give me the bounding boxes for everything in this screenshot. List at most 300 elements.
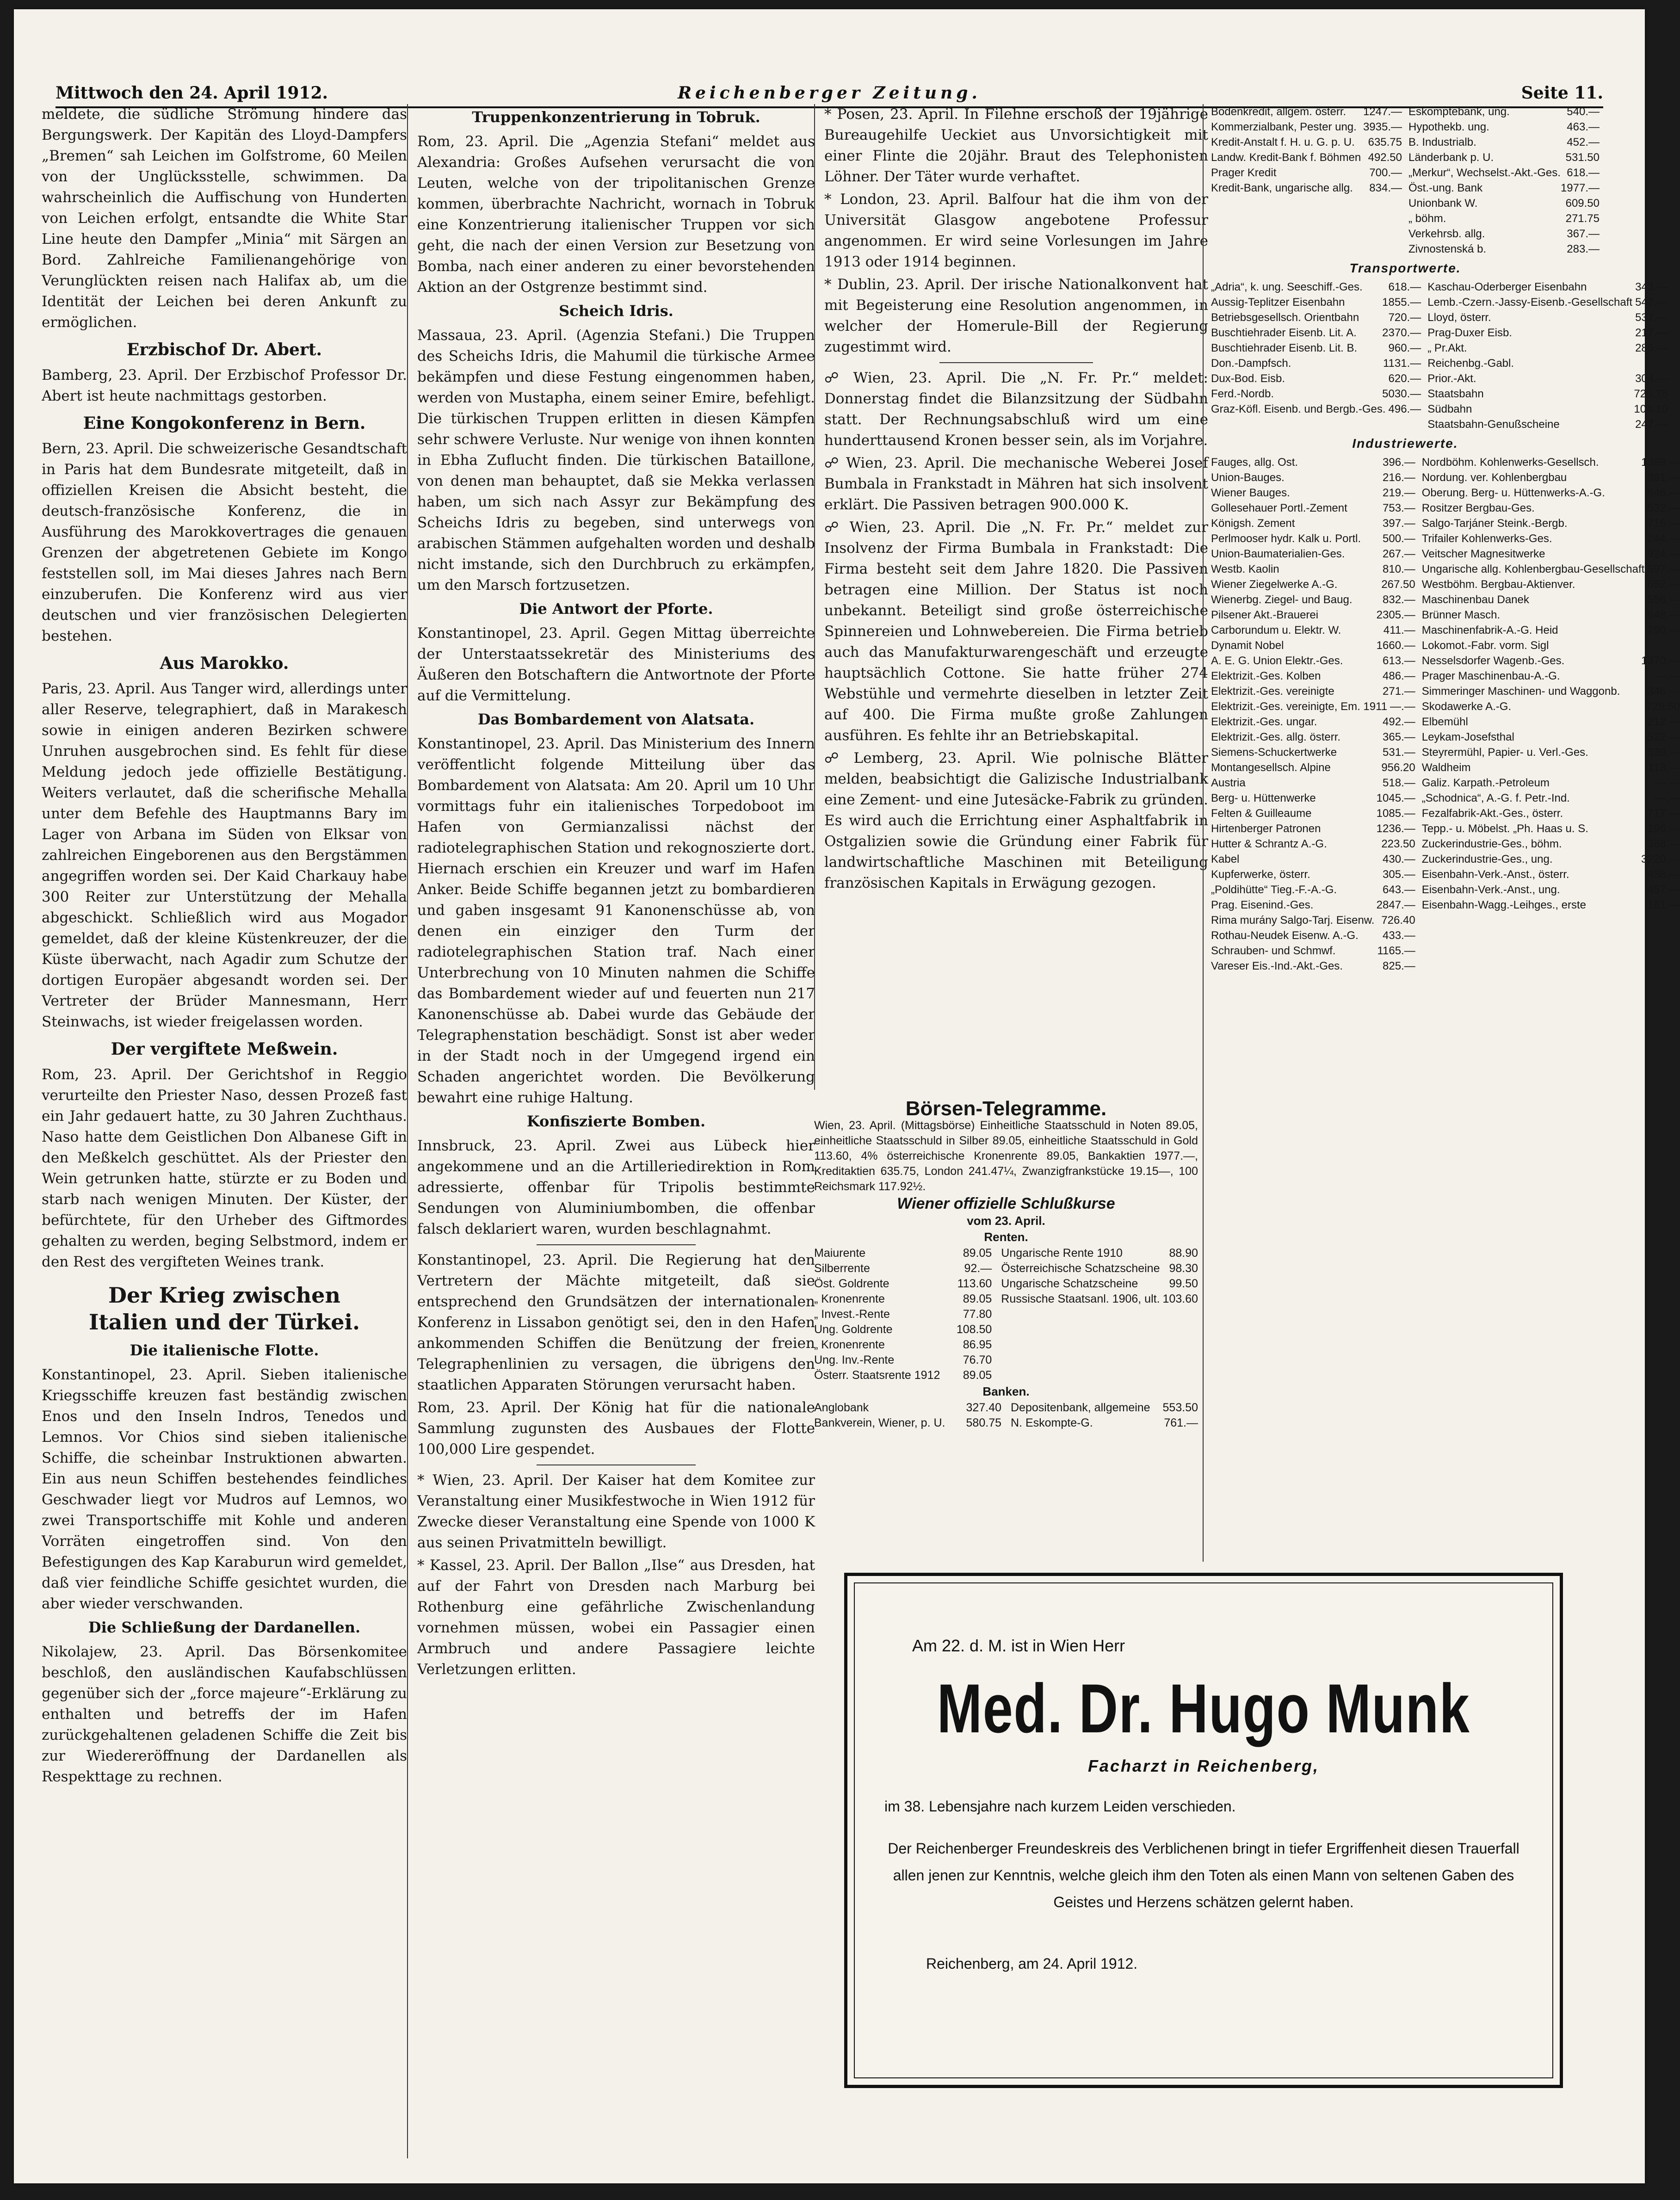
stock-row [1211,852,1415,867]
stock-name: Ferd.-Nordb. [1211,388,1274,400]
stock-row [1211,699,1415,714]
stock-name: Elektrizit.-Ges. allg. österr. [1211,731,1341,743]
stock-row [1408,135,1600,150]
stock-name: Staatsbahn [1427,388,1484,400]
stock-row [1427,340,1668,356]
stock-value: 1247.— [1363,105,1402,118]
stock-value: 537.— [1635,311,1668,324]
stock-row [1211,386,1421,402]
stock-value: 223.50 [1381,838,1415,850]
stock-row [1422,653,1680,668]
stock-row [1211,310,1421,325]
stock-row [1408,180,1600,196]
article-text: ☍ Wien, 23. April. Die „N. Fr. Pr.“ meldet zur Insolvenz der Firma Bumbala in Frankstadt: Die Firma besteht seit dem Jahre 1820. Die Passiven betragen eine Million. Der Status ist noch unbekannt. Beteiligt sind große österreichische Spinnereien und Lohnwebereien. Die Firma betrieb auch das Manufakturwarengeschäft und erzeugte hauptsächlich Cottone. Sie hatte früher 274 Webstühle und vermehrte dieselben in letzter Zeit auf 400. Die Firma mußte große Zahlungen ausführen. Es fehlte ihr an Betriebskapital. [824,519,1208,744]
banken-table [814,1400,1198,1431]
stock-value: 219.— [1383,487,1415,499]
stock-value: 77.80 [963,1308,992,1321]
stock-value: 104.10 [1634,403,1668,415]
stock-value: 1236.— [1376,822,1415,835]
stock-row [1408,150,1600,165]
stock-name: Ungarische Rente 1910 [1001,1247,1123,1260]
stock-value: 285.— [1635,342,1668,354]
article-heading: Der vergiftete Meßwein. [111,1039,338,1059]
stock-row [1211,295,1421,310]
article-text: Rom, 23. April. Der Gerichtshof in Reggio verurteilte den Priester Naso, dessen Prozeß fast ein Jahr gedauert hatte, zu 30 Jahren Zuchthaus. Naso hatte dem Geistlichen Don Albanese Gift in den Meßkelch geschüttet. Als der Priester den Wein getrunken hatte, stürzte er zu Boden und starb nach wenigen Minuten. Der Küster, der befürchtete, für den Urheber des Giftmordes gehalten zu werden, beging Selbstmord, indem er den Rest des vergifteten Weines trank. [42,1066,407,1270]
stock-value: 113.— [1648,761,1680,774]
stock-row [1211,607,1415,623]
stock-row [1211,623,1415,638]
stock-row [1422,821,1680,836]
stock-row [1422,882,1680,897]
stock-name: Nordung. ver. Kohlenbergbau [1421,471,1567,484]
transport-values [1211,279,1668,432]
stock-name: Länderbank p. U. [1408,151,1494,164]
section-heading: Der Krieg zwischen [108,1283,340,1308]
article-text: Massaua, 23. April. (Agenzia Stefani.) Die Truppen des Scheichs Idris, die Mahumil die türkische Armee bekämpfen und diese Festung eingenommen haben, werden von Mustapha, einem seiner Emire, befehligt. Die türkischen Truppen erlitten in diesen Kämpfen sehr schwere Verluste. Nur wenige von ihnen konnten in Ebha Zuflucht finden. Die türkischen Bataillone, von denen man behauptet, daß sie Mekka verlassen haben, um sich nach Assyr zur Bekämpfung des Scheichs Idris zu begeben, sind unterwegs von arabischen Stämmen aufgehalten worden und deshalb nicht imstande, sich den Durchbruch zu erkämpfen, um den Marsch fortzusetzen. [417,327,815,593]
stock-row [1211,592,1415,607]
stock-name: Wiener Ziegelwerke A.-G. [1211,578,1338,591]
stock-name: Königsh. Zement [1211,517,1295,530]
stock-row [1422,546,1680,562]
stock-row [1422,577,1680,592]
stock-name: Kredit-Bank, ungarische allg. [1211,182,1353,194]
stock-row [1211,943,1415,958]
stock-value: 716.— [1647,517,1680,530]
stock-value: 88.90 [1169,1247,1198,1260]
stock-report-title: Börsen-Telegramme. [905,1097,1107,1120]
stock-name: Simmeringer Maschinen- und Waggonb. [1421,685,1620,698]
stock-row [1001,1261,1198,1276]
stock-value: —.— [1655,777,1680,789]
stock-row [1211,897,1415,913]
stock-name: Lemb.-Czern.-Jassy-Eisenb.-Gesellschaft [1427,296,1633,309]
stock-value: 457.— [1647,884,1680,896]
stock-value: 643.— [1383,884,1415,896]
stock-name: Gollesehauer Portl.-Zement [1211,502,1347,514]
stock-value: 1370.— [1641,655,1680,667]
stock-row [1211,325,1421,340]
renten-table [814,1246,1198,1383]
stock-value: 458.— [1647,868,1680,881]
stock-row [1422,867,1680,882]
stock-value: 531.50 [1565,151,1600,164]
stock-row [1422,836,1680,852]
stock-row [1211,821,1415,836]
stock-row [1408,241,1600,257]
stock-row [1427,402,1668,417]
stock-value: 1045.— [1376,792,1415,804]
stock-report [814,1097,1198,1431]
stock-value: 618.— [1567,167,1600,179]
stock-value: 825.— [1383,960,1415,972]
stock-row [1211,371,1421,386]
article-text: * Dublin, 23. April. Der irische Nationalkonvent hat mit Begeisterung eine Resolution angenommen, in welcher der Homerule-Bill der Regierung zugestimmt wird. [824,276,1208,355]
stock-row [1211,775,1415,791]
stock-name: Prager Kredit [1211,167,1277,179]
stock-value: 244.— [1647,532,1680,545]
stock-name: Depositenbank, allgemeine [1011,1401,1150,1414]
stock-row [1427,371,1668,386]
banken-heading: Banken. [982,1384,1030,1398]
stock-value: 343.— [1635,281,1668,293]
stock-name: Zivnostenská b. [1408,243,1487,255]
stock-name: Oberung. Berg- u. Hüttenwerks-A.-G. [1421,487,1605,499]
stock-row [1211,760,1415,775]
stock-row [1422,791,1680,806]
stock-row [1427,386,1668,402]
stock-value: 518.— [1383,777,1415,789]
stock-row [1422,729,1680,745]
stock-row [1211,653,1415,668]
stock-row [1408,165,1600,180]
stock-row [1211,531,1415,546]
stock-name: Felten & Guilleaume [1211,807,1312,820]
stock-name: Rothau-Neudek Eisenw. A.-G. [1211,929,1359,942]
stock-row [1211,546,1415,562]
stock-name: B. Industrialb. [1408,136,1476,148]
stock-row [814,1292,992,1307]
stock-value: 346.— [1647,685,1680,698]
stock-name: Nesselsdorfer Wagenb.-Ges. [1421,655,1565,667]
stock-row [1422,455,1680,470]
stock-value: 646.— [1647,487,1680,499]
article-text: Bern, 23. April. Die schweizerische Gesandtschaft in Paris hat dem Bundesrate mitgeteilt, daß in offiziellen Kreisen die Absicht besteht, die deutsch-französische Konferenz, die in Ausführung des Marokkovertrages die genauen Grenzen der abgetretenen Gebiete im Kongo feststellen soll, im Mai dieses Jahres nach Bern einzuberufen. Die Konferenz wird aus vier deutschen und vier französischen Delegierten bestehen. [42,440,407,644]
stock-name: Galiz. Karpath.-Petroleum [1421,777,1550,789]
stock-name: Öst. Goldrente [814,1277,889,1290]
article-text: meldete, die südliche Strömung hindere das Bergungswerk. Der Kapitän des Lloyd-Dampfers „Bremen“ sah Leichen im Golfstrome, 60 Meilen von der Unglücksstelle, schwimmen. Da wahrscheinlich die Auffischung von Hunderten von Leichen erfolgt, entsandte die White Star Line heute den Dampfer „Minia“ mit Särgen an Bord. Zahlreiche Familienangehörige von Verunglückten reisen nach Halifax ab, um die Identität der Leichen bei deren Ankunft zu ermöglichen. [42,106,407,331]
stock-row [1211,745,1415,760]
article-text: Rom, 23. April. Der König hat für die nationale Sammlung zugunsten des Ausbaues der Flotte 100,000 Lire gespendet. [417,1399,815,1458]
stock-name: Skodawerke A.-G. [1421,700,1512,713]
stock-value: 368.— [1647,838,1680,850]
stock-value: 391.— [1647,471,1680,484]
column-4-stock-list [1203,104,1680,1562]
notice-signature: Reichenberg, am 24. April 1912. [926,1955,1138,1972]
stock-row [1211,562,1415,577]
article-text: Konstantinopel, 23. April. Gegen Mittag überreichte der Unterstaatssekretär des Ministeriums des Äußeren den Botschaftern die Antwortnote der Pforte auf die Vermittelung. [417,625,815,704]
stock-row [1422,470,1680,485]
article-heading: Truppenkonzentrierung in Tobruk. [472,108,760,126]
stock-row [1422,501,1680,516]
stock-name: „ böhm. [1408,212,1446,225]
stock-name: Elektrizit.-Ges. Kolben [1211,670,1321,682]
stock-report-date: vom 23. April. [967,1214,1045,1228]
stock-name: Graz-Köfl. Eisenb. und Bergb.-Ges. [1211,403,1386,415]
stock-value: 924.— [1647,548,1680,560]
stock-row [1211,714,1415,729]
stock-row [1211,928,1415,943]
renten-heading: Renten. [984,1230,1028,1244]
stock-row [1211,516,1415,531]
stock-row [1427,325,1668,340]
article-text: * London, 23. April. Balfour hat die ihm von der Universität Glasgow angebotene Professur angenommen. Er wird seine Vorlesungen im Jahre 1913 oder 1914 beginnen. [824,191,1208,270]
stock-value: 305.— [1383,868,1415,881]
stock-name: Hypothekb. ung. [1408,121,1489,133]
stock-value: 365.— [1383,731,1415,743]
stock-name: Nordböhm. Kohlenwerks-Gesellsch. [1421,456,1599,469]
stock-row [1211,501,1415,516]
stock-name: Kabel [1211,853,1240,865]
stock-row [1211,882,1415,897]
divider [537,1244,696,1245]
stock-name: „Poldihütte“ Tieg.-F.-A.-G. [1211,884,1337,896]
stock-value: 1855.— [1382,296,1421,309]
stock-row [1427,356,1668,371]
article-heading: Eine Kongokonferenz in Bern. [83,414,366,433]
article-heading: Die italienische Flotte. [130,1341,319,1359]
stock-name: Waldheim [1421,761,1471,774]
stock-row [814,1337,992,1353]
stock-value: 720.— [1388,311,1421,324]
stock-row [1211,867,1415,882]
stock-name: Elbemühl [1421,716,1468,728]
stock-value: 753.— [1383,502,1415,514]
article-text: * Wien, 23. April. Der Kaiser hat dem Komitee zur Veranstaltung einer Musikfestwoche in Wien 1912 für Zwecke dieser Veranstaltung eine Spende von 1000 K aus seinen Privatmitteln bewilligt. [417,1472,815,1551]
stock-name: Wiener Bauges. [1211,487,1290,499]
stock-value: 810.— [1383,563,1415,575]
header-page-number: Seite 11. [1521,83,1603,103]
stock-value: 580.75 [966,1416,1001,1429]
stock-row [1211,836,1415,852]
stock-name: Ungarische Schatzscheine [1001,1277,1138,1290]
article-text: Nikolajew, 23. April. Das Börsenkomitee beschloß, den ausländischen Kaufabschlüssen gegenüber sich der „force majeure“-Erklärung zu enthalten und betreffs der im Hafen zurückgehaltenen geladenen Schiffe die Zeit bis zur Wiedereröffnung der Dardanellen als Respekttage zu rechnen. [42,1644,407,1785]
stock-value: 635.75 [1368,136,1402,148]
stock-value: 304.— [1635,372,1668,385]
stock-row [1422,623,1680,638]
stock-name: Anglobank [814,1401,869,1414]
stock-row [1211,356,1421,371]
stock-row [814,1400,1001,1415]
stock-value: 960.— [1388,342,1421,354]
stock-name: „ Kronenrente [814,1292,885,1305]
stock-row [1211,485,1415,501]
stock-name: Lloyd, österr. [1427,311,1491,324]
stock-value: 396.— [1383,456,1415,469]
stock-value: 113.60 [957,1277,992,1290]
stock-name: Ung. Goldrente [814,1323,893,1336]
stock-value: 761.— [1164,1416,1198,1429]
stock-value: 108.50 [956,1323,992,1336]
stock-row [1211,958,1415,974]
stock-name: Schrauben- und Schmwf. [1211,945,1336,957]
stock-list-left [1211,455,1415,974]
stock-value: 726.75 [1634,388,1668,400]
stock-name: Betriebsgesellsch. Orientbahn [1211,311,1359,324]
header-masthead: Reichenberger Zeitung. [678,83,981,103]
stock-name: Russische Staatsanl. 1906, ult. [1001,1292,1160,1305]
stock-name: Kredit-Anstalt f. H. u. G. p. U. [1211,136,1355,148]
stock-name: Zuckerindustrie-Ges., ung. [1421,853,1553,865]
stock-value: 2847.— [1376,899,1415,911]
stock-name: Bodenkredit, allgem. österr. [1211,105,1346,118]
notice-inner-border [854,1582,1553,2078]
stock-row [1211,470,1415,485]
stock-row [1211,668,1415,684]
stock-value: 181.— [1647,899,1680,911]
stock-name: Leykam-Josefsthal [1421,731,1514,743]
stock-name: Maschinenfabrik-A.-G. Heid [1421,624,1558,637]
stock-row [1211,402,1421,417]
stock-row [1211,913,1415,928]
article-heading: Die Schließung der Dardanellen. [88,1619,361,1636]
renten-left [814,1246,992,1383]
stock-row [1422,806,1680,821]
bank-values [1211,104,1600,257]
stock-value: 492.— [1383,716,1415,728]
stock-name: Lokomot.-Fabr. vorm. Sigl [1421,639,1549,652]
stock-value: 1085.— [1376,807,1415,820]
stock-row [1422,668,1680,684]
stock-value: 832.— [1383,593,1415,606]
stock-row [1422,592,1680,607]
stock-row [1011,1400,1198,1415]
banken-left [814,1400,1001,1431]
stock-value: 1131.— [1383,357,1421,370]
stock-row [1422,699,1680,714]
stock-name: Hutter & Schrantz A.-G. [1211,838,1327,850]
stock-name: Wienerbg. Ziegel- und Baug. [1211,593,1353,606]
stock-name: N. Eskompte-G. [1011,1416,1093,1429]
stock-row [1422,607,1680,623]
notice-title: Facharzt in Reichenberg, [1087,1756,1320,1775]
notice-line: Am 22. d. M. ist in Wien Herr [912,1636,1125,1655]
stock-name: Tepp.- u. Möbelst. „Ph. Haas u. S. [1421,822,1588,835]
column-2 [407,104,815,2158]
stock-name: Vareser Eis.-Ind.-Akt.-Ges. [1211,960,1343,972]
article-text: * Posen, 23. April. In Filehne erschoß der 19jährige Bureaugehilfe Ueckiet aus Unvorsichtigkeit mit einer Flinte die 20jähr. Braut des Telephonisten Löhner. Der Täter wurde verhaftet. [824,106,1208,185]
industrie-values [1211,455,1680,974]
stock-name: Maschinenbau Danek [1421,593,1529,606]
stock-name: Elektrizit.-Ges. vereinigte, Em. 1911 [1211,700,1388,713]
stock-name: Carborundum u. Elektr. W. [1211,624,1341,637]
stock-row [1408,104,1600,119]
stock-row [1001,1292,1198,1307]
stock-name: Prior.-Akt. [1427,372,1476,385]
stock-name: Rima murány Salgo-Tarj. Eisenw. [1211,914,1375,927]
stock-value: 5030.— [1382,388,1421,400]
stock-list-right [1422,455,1680,974]
stock-list-left [1211,279,1421,432]
stock-name: Westböhm. Bergbau-Aktienver. [1421,578,1575,591]
stock-list-right [1408,104,1600,257]
stock-row [814,1261,992,1276]
stock-value: 486.— [1383,670,1415,682]
stock-value: 648.— [1647,609,1680,621]
notice-line: im 38. Lebensjahre nach kurzem Leiden verschieden. [884,1798,1236,1815]
stock-value: 89.05 [963,1369,992,1382]
stock-value: 217.— [1635,327,1668,339]
stock-row [1427,310,1668,325]
stock-name: Österreichische Schatzscheine [1001,1262,1160,1275]
stock-row [814,1353,992,1368]
stock-name: „ Pr.Akt. [1427,342,1467,354]
stock-name: Salgo-Tarjáner Steink.-Bergb. [1421,517,1568,530]
stock-name: Berg- u. Hüttenwerke [1211,792,1316,804]
stock-report-subtitle: Wiener offizielle Schlußkurse [897,1195,1115,1212]
stock-value: 283.— [1567,243,1600,255]
stock-value: 522.— [1647,731,1680,743]
stock-list-left [1211,104,1402,257]
stock-row [1408,196,1600,211]
stock-value: 532.— [1647,502,1680,514]
stock-row [814,1246,992,1261]
stock-name: Silberrente [814,1262,870,1275]
stock-name: Siemens-Schuckertwerke [1211,746,1337,759]
stock-row [1422,562,1680,577]
article-heading: Das Bombardement von Alatsata. [477,711,755,728]
stock-value: 609.50 [1565,197,1600,210]
stock-value: 327.40 [966,1401,1001,1414]
stock-row [1422,852,1680,867]
notice-body: Der Reichenberger Freundeskreis des Verblichenen bringt in tiefer Ergriffenheit diesen Trauerfall allen jenen zur Kenntnis, welche gleich ihm den Toten als einen Mann von seltenen Gaben des Geistes und Herzens schätzen gelernt haben. [888,1840,1519,1910]
stock-value: 620.— [1388,372,1421,385]
stock-row [1427,279,1668,295]
article-heading: Konfiszierte Bomben. [526,1112,706,1130]
stock-value: 547.— [1635,296,1668,309]
stock-value: 3220.— [1641,853,1680,865]
stock-row [814,1415,1001,1431]
stock-value: 216.— [1383,471,1415,484]
stock-row [1422,714,1680,729]
stock-name: Kaschau-Oderberger Eisenbahn [1427,281,1587,293]
stock-name: Aussig-Teplitzer Eisenbahn [1211,296,1345,309]
stock-name: Don.-Dampfsch. [1211,357,1291,370]
stock-row [1408,211,1600,226]
divider [939,362,1093,363]
stock-name: Verkehrsb. allg. [1408,228,1485,240]
stock-name: Landw. Kredit-Bank f. Böhmen [1211,151,1361,164]
stock-value: 92.— [964,1262,992,1275]
stock-value: 463.— [1567,121,1600,133]
stock-row [1422,897,1680,913]
stock-value: 1165.— [1377,945,1415,957]
stock-row [1408,119,1600,135]
stock-value: 212.— [1647,716,1680,728]
stock-value: 1660.— [1376,639,1415,652]
stock-row [1211,577,1415,592]
stock-name: Ungarische allg. Kohlenbergbau-Gesellschaft [1421,563,1645,575]
stock-name: „Schodnica“, A.-G. f. Petr.-Ind. [1421,792,1570,804]
stock-value: 76.70 [963,1353,992,1366]
stock-name: Steyrermühl, Papier- u. Verl.-Ges. [1421,746,1588,759]
stock-value: 539.— [1647,746,1680,759]
stock-name: Südbahn [1427,403,1472,415]
stock-row [1011,1415,1198,1431]
stock-name: Kommerzialbank, Pester ung. [1211,121,1357,133]
stock-value: 89.05 [963,1292,992,1305]
stock-row [1211,135,1402,150]
stock-name: Perlmooser hydr. Kalk u. Portl. [1211,532,1361,545]
stock-name: A. E. G. Union Elektr.-Ges. [1211,655,1343,667]
stock-name: Maiurente [814,1247,866,1260]
stock-name: Kupferwerke, österr. [1211,868,1310,881]
stock-value: 452.— [1567,136,1600,148]
stock-name: Unionbank W. [1408,197,1478,210]
stock-row [1422,684,1680,699]
stock-row [1211,119,1402,135]
stock-value: 367.— [1567,228,1600,240]
stock-name: Eisenbahn-Verk.-Anst., ung. [1421,884,1560,896]
stock-row [1422,775,1680,791]
stock-name: Reichenbg.-Gabl. [1427,357,1514,370]
industrie-heading: Industriewerte. [1352,436,1458,451]
stock-name: Elektrizit.-Ges. ungar. [1211,716,1317,728]
stock-name: Buschtiehrader Eisenb. Lit. B. [1211,342,1358,354]
stock-row [1427,295,1668,310]
stock-value: 496.— [1388,403,1421,415]
stock-value: 597.— [1647,563,1680,575]
stock-name: Dux-Bod. Eisb. [1211,372,1285,385]
